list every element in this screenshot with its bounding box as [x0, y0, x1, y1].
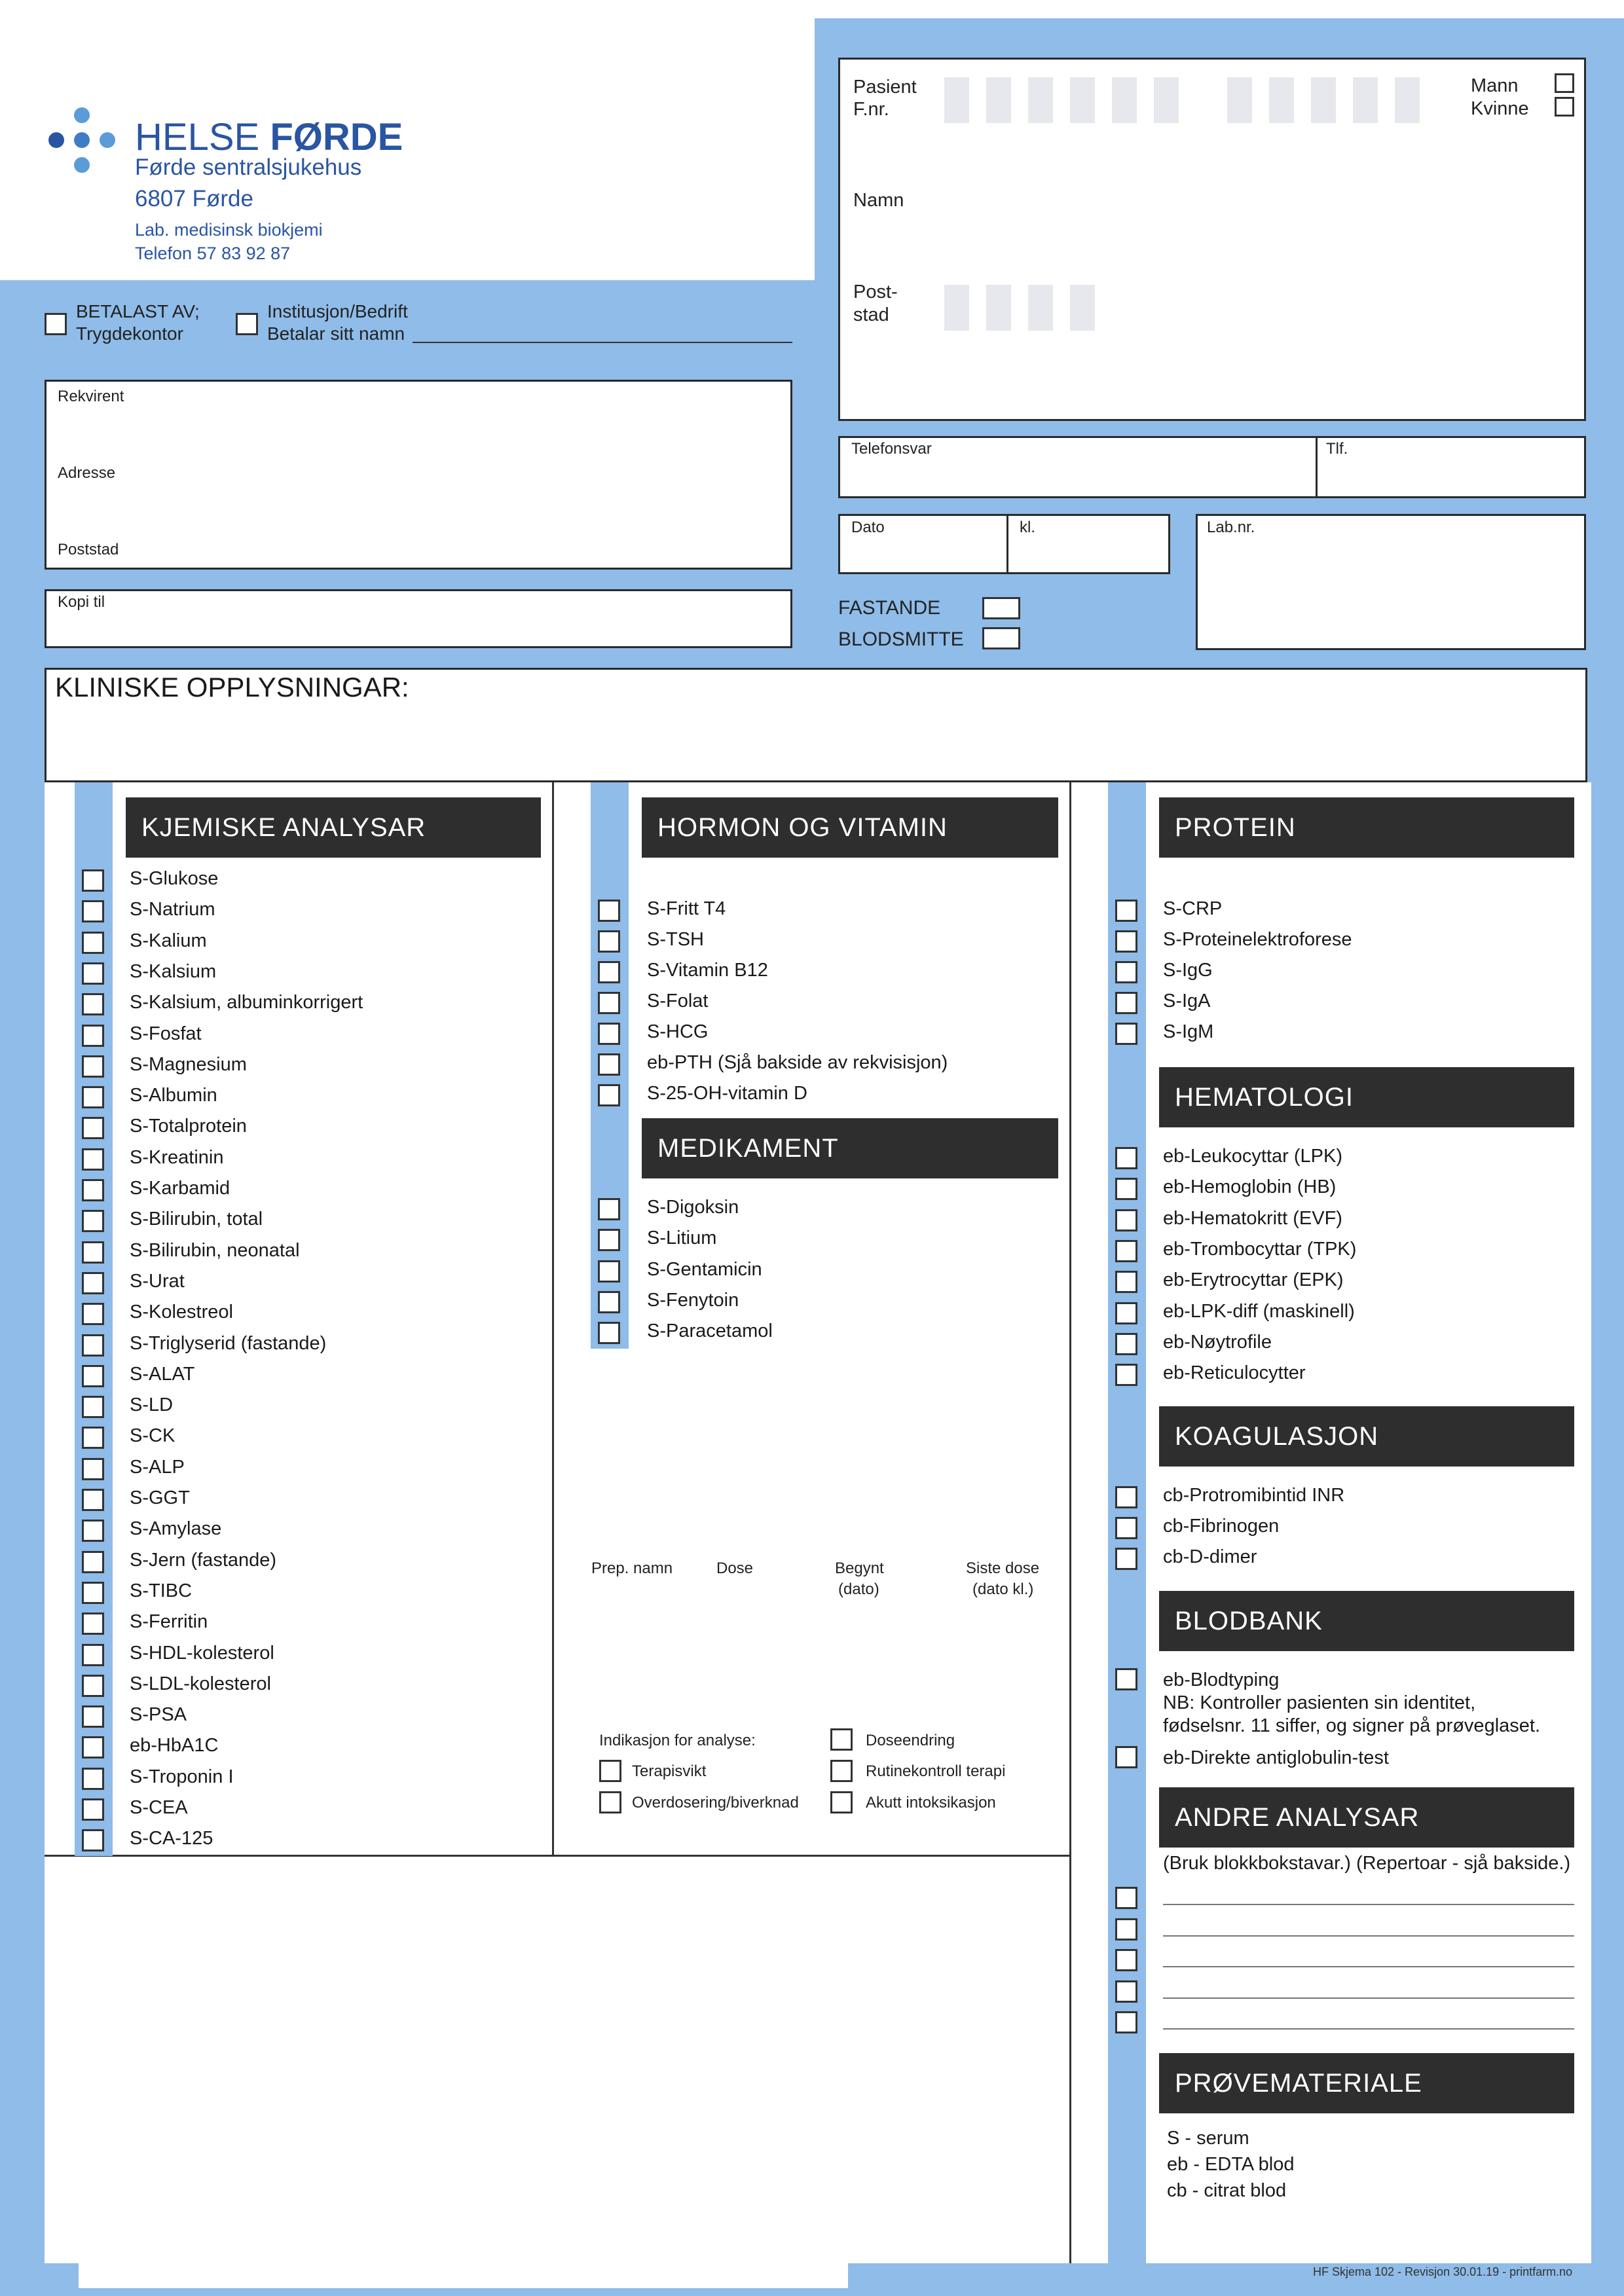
- kjemiske-item-label: S-ALAT: [130, 1363, 195, 1385]
- logo-mark: [46, 103, 118, 175]
- blodbank-note-1: NB: Kontroller pasienten sin identitet,: [1163, 1692, 1476, 1713]
- kopi-til-box[interactable]: [45, 589, 792, 648]
- hormon-item-label: S-Fritt T4: [647, 898, 726, 919]
- kvinne-label: Kvinne: [1471, 98, 1529, 119]
- prep-namn-label: Prep. namn: [591, 1559, 673, 1577]
- andre-analyse-write-line[interactable]: [1163, 1997, 1574, 1999]
- kjemiske-checkbox[interactable]: [82, 900, 104, 922]
- kjemiske-checkbox[interactable]: [82, 1551, 104, 1573]
- hormon-item-label: S-Folat: [647, 991, 709, 1011]
- kjemiske-item-label: S-GGT: [130, 1487, 190, 1508]
- kjemiske-item-label: S-HDL-kolesterol: [130, 1642, 274, 1664]
- kjemiske-item-label: S-Kreatinin: [130, 1146, 224, 1168]
- siste-dose-label: Siste dose: [966, 1559, 1040, 1577]
- koagulasjon-checkbox[interactable]: [1115, 1517, 1137, 1539]
- medikament-item-label: S-Digoksin: [647, 1197, 739, 1218]
- pasient-label: Pasient: [853, 77, 917, 98]
- medikament-item-label: S-Paracetamol: [647, 1321, 773, 1342]
- medikament-item-label: S-Fenytoin: [647, 1289, 739, 1311]
- hormon-item-label: S-25-OH-vitamin D: [647, 1083, 807, 1104]
- postnr-digit-1[interactable]: [944, 285, 969, 331]
- andre-analyse-write-line[interactable]: [1163, 2028, 1574, 2030]
- namn-label: Namn: [853, 190, 904, 211]
- kl-label: kl.: [1020, 519, 1035, 536]
- hematologi-item-label: eb-LPK-diff (maskinell): [1163, 1300, 1355, 1322]
- rekvirent-label: Rekvirent: [58, 388, 124, 405]
- kjemiske-item-label: S-LD: [130, 1394, 174, 1416]
- koagulasjon-item-label: cb-Fibrinogen: [1163, 1516, 1280, 1537]
- provemateriale-item: cb - citrat blod: [1167, 2180, 1287, 2201]
- kjemiske-checkbox[interactable]: [82, 932, 104, 954]
- blodbank-note-2: fødselsnr. 11 siffer, og signer på prøveglaset.: [1163, 1715, 1541, 1736]
- kjemiske-checkbox[interactable]: [82, 1705, 104, 1728]
- andre-analyse-checkbox[interactable]: [1115, 2011, 1137, 2033]
- koagulasjon-header: KOAGULASJON: [1159, 1406, 1574, 1467]
- kjemiske-item-label: S-Kalium: [130, 930, 207, 951]
- blodtyping-checkbox[interactable]: [1115, 1668, 1137, 1690]
- provemateriale-item: eb - EDTA blod: [1167, 2154, 1295, 2175]
- siste-dose-sub-label: (dato kl.): [972, 1580, 1034, 1598]
- fnr-digit-6[interactable]: [1154, 77, 1179, 123]
- medikament-header: MEDIKAMENT: [642, 1118, 1058, 1178]
- overdosering-label: Overdosering/biverknad: [632, 1794, 799, 1812]
- hematologi-checkbox[interactable]: [1115, 1333, 1137, 1355]
- post-label: Post-: [853, 282, 898, 302]
- kjemiske-item-label: S-Urat: [130, 1270, 185, 1292]
- fnr-digit-7[interactable]: [1227, 77, 1252, 123]
- kjemiske-item-label: S-Jern (fastande): [130, 1549, 277, 1571]
- kjemiske-checkbox[interactable]: [82, 1613, 104, 1635]
- koagulasjon-item-label: cb-D-dimer: [1163, 1546, 1257, 1567]
- kjemiske-checkbox[interactable]: [82, 1055, 104, 1078]
- andre-analyse-write-line[interactable]: [1163, 1935, 1574, 1937]
- kjemiske-item-label: S-LDL-kolesterol: [130, 1673, 271, 1694]
- protein-item-label: S-Proteinelektroforese: [1163, 929, 1352, 950]
- institusjon-label-2: Betalar sitt namn: [267, 323, 405, 344]
- hematologi-checkbox[interactable]: [1115, 1209, 1137, 1231]
- column-divider-1: [552, 782, 554, 1855]
- direkte-antiglobulin-label: eb-Direkte antiglobulin-test: [1163, 1747, 1389, 1768]
- kvinne-checkbox[interactable]: [1555, 97, 1574, 117]
- kjemiske-analysar-header: KJEMISKE ANALYSAR: [126, 797, 541, 858]
- medikament-checkbox[interactable]: [598, 1260, 620, 1283]
- medikament-checkbox[interactable]: [598, 1229, 620, 1251]
- andre-analyse-write-line[interactable]: [1163, 1966, 1574, 1967]
- hematologi-item-label: eb-Hemoglobin (HB): [1163, 1176, 1337, 1198]
- kjemiske-checkbox[interactable]: [82, 962, 104, 985]
- fnr-digit-2[interactable]: [986, 77, 1011, 123]
- kjemiske-item-label: S-Magnesium: [130, 1053, 247, 1075]
- department: Lab. medisinsk biokjemi: [135, 220, 323, 240]
- protein-item-label: S-IgA: [1163, 991, 1211, 1011]
- blodtyping-label: eb-Blodtyping: [1163, 1669, 1280, 1690]
- koagulasjon-item-label: cb-Protromibintid INR: [1163, 1485, 1345, 1506]
- hormon-checkbox[interactable]: [598, 900, 620, 922]
- kjemiske-item-label: S-Natrium: [130, 899, 215, 920]
- kjemiske-checkbox[interactable]: [82, 1148, 104, 1171]
- protein-checkbox[interactable]: [1115, 930, 1137, 953]
- fnr-label: F.nr.: [853, 99, 889, 120]
- protein-header: PROTEIN: [1159, 797, 1574, 858]
- andre-analyse-checkbox[interactable]: [1115, 1949, 1137, 1971]
- protein-checkbox[interactable]: [1115, 900, 1137, 922]
- kjemiske-checkbox[interactable]: [82, 1117, 104, 1139]
- protein-checkbox[interactable]: [1115, 1023, 1137, 1045]
- hematologi-item-label: eb-Nøytrofile: [1163, 1331, 1272, 1353]
- hematologi-item-label: eb-Erytrocyttar (EPK): [1163, 1269, 1344, 1291]
- medikament-item-label: S-Gentamicin: [647, 1258, 762, 1280]
- fnr-digit-9[interactable]: [1311, 77, 1336, 123]
- kjemiske-item-label: S-CEA: [130, 1797, 188, 1818]
- medikament-checkbox[interactable]: [598, 1322, 620, 1344]
- akutt-intoksikasjon-checkbox[interactable]: [830, 1791, 853, 1813]
- hematologi-item-label: eb-Trombocyttar (TPK): [1163, 1238, 1357, 1260]
- org-name-plain: HELSE: [135, 116, 270, 158]
- fnr-digit-1[interactable]: [944, 77, 969, 123]
- koagulasjon-checkbox[interactable]: [1115, 1486, 1137, 1508]
- hormon-checkbox[interactable]: [598, 930, 620, 953]
- hormon-checkbox[interactable]: [598, 992, 620, 1014]
- kjemiske-item-label: S-CK: [130, 1425, 175, 1447]
- org-name-bold: FØRDE: [270, 116, 403, 158]
- blodsmitte-checkbox[interactable]: [982, 627, 1020, 649]
- adresse-label: Adresse: [58, 464, 116, 482]
- kjemiske-checkbox[interactable]: [82, 1427, 104, 1449]
- betalast-label-2: Trygdekontor: [76, 323, 183, 344]
- fnr-digit-5[interactable]: [1112, 77, 1137, 123]
- kjemiske-checkbox[interactable]: [82, 1396, 104, 1418]
- stad-label: stad: [853, 304, 889, 325]
- hematologi-checkbox[interactable]: [1115, 1147, 1137, 1169]
- protein-item-label: S-CRP: [1163, 898, 1223, 919]
- kjemiske-item-label: S-Amylase: [130, 1518, 222, 1540]
- hormon-item-label: eb-PTH (Sjå bakside av rekvisisjon): [647, 1052, 948, 1073]
- provemateriale-item: S - serum: [1167, 2128, 1249, 2149]
- terapisvikt-checkbox[interactable]: [599, 1760, 621, 1782]
- provemateriale-header: PRØVEMATERIALE: [1159, 2053, 1574, 2113]
- andre-analyse-checkbox[interactable]: [1115, 1887, 1137, 1909]
- medikament-checkbox[interactable]: [598, 1291, 620, 1313]
- kjemiske-item-label: eb-HbA1C: [130, 1735, 219, 1757]
- kjemiske-item-label: S-Karbamid: [130, 1178, 231, 1199]
- direkte-antiglobulin-checkbox[interactable]: [1115, 1746, 1137, 1768]
- kjemiske-checkbox[interactable]: [82, 1644, 104, 1666]
- protein-item-label: S-IgG: [1163, 960, 1213, 981]
- hematologi-checkbox[interactable]: [1115, 1178, 1137, 1200]
- kjemiske-checkbox[interactable]: [82, 1365, 104, 1387]
- kjemiske-item-label: S-Triglyserid (fastande): [130, 1332, 327, 1354]
- andre-analysar-header: ANDRE ANALYSAR: [1159, 1787, 1574, 1848]
- bottom-white-tab: [79, 2252, 848, 2288]
- betalar-namn-line[interactable]: [413, 342, 792, 343]
- hematologi-header: HEMATOLOGI: [1159, 1067, 1574, 1127]
- org-name: [135, 115, 403, 159]
- hematologi-checkbox[interactable]: [1115, 1240, 1137, 1262]
- tlf-box[interactable]: [1316, 436, 1586, 498]
- postnr-digit-4[interactable]: [1070, 285, 1095, 331]
- hematologi-item-label: eb-Hematokritt (EVF): [1163, 1207, 1342, 1229]
- kjemiske-item-label: S-Kalsium: [130, 960, 217, 982]
- kjemiske-item-label: S-Kolestreol: [130, 1302, 233, 1323]
- kjemiske-checkbox[interactable]: [82, 1334, 104, 1357]
- kjemiske-checkbox[interactable]: [82, 1520, 104, 1542]
- hematologi-checkbox[interactable]: [1115, 1302, 1137, 1324]
- hormon-checkbox[interactable]: [598, 961, 620, 983]
- hormon-checkbox[interactable]: [598, 1023, 620, 1045]
- protein-item-label: S-IgM: [1163, 1021, 1214, 1042]
- protein-checkbox[interactable]: [1115, 961, 1137, 983]
- kjemiske-checkbox[interactable]: [82, 1798, 104, 1821]
- rutinekontroll-label: Rutinekontroll terapi: [866, 1762, 1006, 1780]
- kjemiske-checkbox[interactable]: [82, 1736, 104, 1758]
- institusjon-bedrift-checkbox[interactable]: [236, 313, 258, 335]
- kjemiske-checkbox[interactable]: [82, 1210, 104, 1232]
- hormon-checkbox[interactable]: [598, 1084, 620, 1106]
- hormon-item-label: S-TSH: [647, 929, 704, 950]
- kjemiske-checkbox[interactable]: [82, 1241, 104, 1264]
- hormon-item-label: S-Vitamin B12: [647, 960, 768, 981]
- kjemiske-checkbox[interactable]: [82, 869, 104, 892]
- kjemiske-item-label: S-Albumin: [130, 1085, 217, 1106]
- andre-analysar-note: (Bruk blokkbokstavar.) (Repertoar - sjå bakside.): [1163, 1853, 1571, 1874]
- mann-label: Mann: [1471, 75, 1519, 96]
- hormon-vitamin-header: HORMON OG VITAMIN: [642, 797, 1058, 858]
- fnr-digit-11[interactable]: [1395, 77, 1420, 123]
- department-phone: Telefon 57 83 92 87: [135, 244, 291, 263]
- hematologi-item-label: eb-Leukocyttar (LPK): [1163, 1146, 1343, 1167]
- andre-analyse-checkbox[interactable]: [1115, 1918, 1137, 1941]
- kjemiske-checkbox[interactable]: [82, 1086, 104, 1108]
- begynt-sub-label: (dato): [838, 1580, 879, 1598]
- doseendring-checkbox[interactable]: [830, 1728, 853, 1751]
- kjemiske-item-label: S-CA-125: [130, 1828, 213, 1850]
- kjemiske-checkbox[interactable]: [82, 993, 104, 1015]
- andre-analyse-write-line[interactable]: [1163, 1904, 1574, 1905]
- blodbank-header: BLODBANK: [1159, 1591, 1574, 1651]
- kjemiske-checkbox[interactable]: [82, 1025, 104, 1047]
- kjemiske-checkbox[interactable]: [82, 1768, 104, 1790]
- kjemiske-checkbox[interactable]: [82, 1458, 104, 1480]
- kjemiske-checkbox[interactable]: [82, 1272, 104, 1294]
- footer-text: HF Skjema 102 - Revisjon 30.01.19 - printfarm.no: [1313, 2265, 1573, 2278]
- fnr-digit-3[interactable]: [1028, 77, 1053, 123]
- hematologi-checkbox[interactable]: [1115, 1271, 1137, 1293]
- kjemiske-item-label: S-Fosfat: [130, 1023, 202, 1044]
- kjemiske-item-label: S-Totalprotein: [130, 1116, 247, 1137]
- mann-checkbox[interactable]: [1555, 73, 1574, 93]
- postnr-digit-2[interactable]: [986, 285, 1011, 331]
- kjemiske-item-label: S-Bilirubin, neonatal: [130, 1239, 300, 1261]
- fnr-digit-8[interactable]: [1269, 77, 1294, 123]
- kjemiske-checkbox[interactable]: [82, 1582, 104, 1604]
- kjemiske-item-label: S-Ferritin: [130, 1611, 208, 1633]
- kliniske-title: KLINISKE OPPLYSNINGAR:: [55, 672, 409, 702]
- kjemiske-checkbox[interactable]: [82, 1675, 104, 1697]
- kjemiske-item-label: S-Bilirubin, total: [130, 1209, 263, 1230]
- institusjon-label-1: Institusjon/Bedrift: [267, 301, 408, 321]
- hormon-checkbox[interactable]: [598, 1053, 620, 1076]
- hospital-postal: 6807 Førde: [135, 186, 253, 211]
- blodsmitte-label: BLODSMITTE: [838, 629, 964, 650]
- column-divider-2: [1069, 782, 1071, 2263]
- indikasjon-title: Indikasjon for analyse:: [599, 1732, 756, 1749]
- terapisvikt-label: Terapisvikt: [632, 1762, 707, 1780]
- medikament-checkbox[interactable]: [598, 1198, 620, 1220]
- betalast-label-1: BETALAST AV;: [76, 301, 200, 321]
- lower-notes-top-line: [45, 1855, 1069, 1857]
- kjemiske-item-label: S-Glukose: [130, 868, 219, 889]
- fastande-label: FASTANDE: [838, 597, 941, 619]
- rekvirent-box[interactable]: [45, 380, 792, 570]
- kjemiske-checkbox[interactable]: [82, 1303, 104, 1325]
- medikament-item-label: S-Litium: [647, 1228, 717, 1249]
- fnr-digit-4[interactable]: [1070, 77, 1095, 123]
- telefonsvar-label: Telefonsvar: [851, 440, 932, 458]
- kopi-til-label: Kopi til: [58, 593, 105, 611]
- kjemiske-checkbox[interactable]: [82, 1489, 104, 1511]
- hematologi-item-label: eb-Reticulocytter: [1163, 1362, 1306, 1384]
- helse-forde-logo-icon: [46, 103, 118, 175]
- kjemiske-checkbox[interactable]: [82, 1179, 104, 1201]
- doseendring-label: Doseendring: [866, 1732, 955, 1749]
- labnr-label: Lab.nr.: [1207, 519, 1255, 536]
- poststad-label: Poststad: [58, 541, 119, 558]
- hormon-item-label: S-HCG: [647, 1021, 709, 1042]
- kjemiske-item-label: S-Kalsium, albuminkorrigert: [130, 992, 363, 1013]
- dato-label: Dato: [851, 519, 885, 536]
- rutinekontroll-checkbox[interactable]: [830, 1760, 853, 1782]
- fnr-digit-10[interactable]: [1353, 77, 1378, 123]
- akutt-intoksikasjon-label: Akutt intoksikasjon: [866, 1794, 996, 1812]
- kjemiske-item-label: S-ALP: [130, 1456, 185, 1478]
- protein-checkbox[interactable]: [1115, 992, 1137, 1014]
- hematologi-checkbox[interactable]: [1115, 1364, 1137, 1386]
- koagulasjon-checkbox[interactable]: [1115, 1548, 1137, 1570]
- andre-analyse-checkbox[interactable]: [1115, 1980, 1137, 2003]
- fastande-checkbox[interactable]: [982, 597, 1020, 619]
- kjemiske-item-label: S-PSA: [130, 1704, 187, 1726]
- dose-label: Dose: [716, 1559, 754, 1577]
- kjemiske-item-label: S-Troponin I: [130, 1766, 234, 1787]
- tlf-label: Tlf.: [1326, 440, 1348, 458]
- begynt-label: Begynt: [835, 1559, 884, 1577]
- overdosering-checkbox[interactable]: [599, 1791, 621, 1813]
- kjemiske-item-label: S-TIBC: [130, 1580, 193, 1601]
- kjemiske-checkbox[interactable]: [82, 1829, 104, 1851]
- betalast-trygdekontor-checkbox[interactable]: [45, 313, 67, 335]
- postnr-digit-3[interactable]: [1028, 285, 1053, 331]
- hospital-name: Førde sentralsjukehus: [135, 155, 362, 180]
